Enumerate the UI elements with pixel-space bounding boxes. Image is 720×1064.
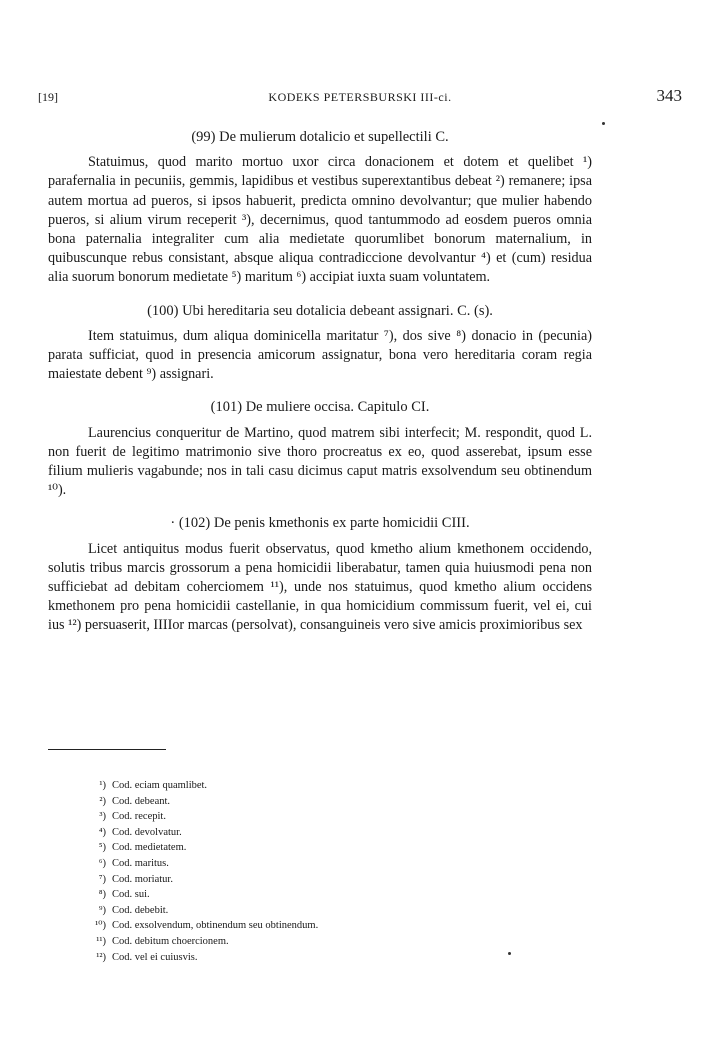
footnote-text: Cod. sui. <box>112 889 150 901</box>
footnote <box>86 856 586 872</box>
footnote-text: Cod. exsolvendum, obtinendum seu obtinendum. <box>112 920 319 932</box>
footnote-separator <box>48 749 166 750</box>
footnote-text: Cod. devolvatur. <box>112 826 182 838</box>
section-paragraph-100: Item statuimus, dum aliqua dominicella maritatur ⁷), dos sive ⁸) donacio in (pecunia) parata sufficiat, quod in presencia amicorum assignatur, bona vero hereditaria coram regia maiestate debent ⁹) assignari. <box>48 327 592 383</box>
section-heading-99: (99) De mulierum dotalicio et supellectili C. <box>191 129 449 145</box>
footnote-text: Cod. medietatem. <box>112 842 187 854</box>
footnote-text: Cod. vel ei cuiusvis. <box>112 951 198 963</box>
footnote-number: ²) <box>99 795 106 807</box>
section-paragraph-102: Licet antiquitus modus fuerit observatus, quod kmetho alium kmethonem occidendo, solutis tribus marcis grossorum a pena homicidii liberabatur, tamen quia huiusmodi pena non sufficiebat ad debitam coherciomem ¹¹), unde nos statuimus, quod kmetho alium occidens kmethonem pro pena homicidii castellanie, in qua homicidium commissum fuerit, vel ei, cui ius ¹²) persuaserit, IIIIor marcas (persolvat), consanguineis vero sive amicis proximioribus sex <box>48 540 592 634</box>
footnote-text: Cod. moriatur. <box>112 873 173 885</box>
running-header <box>38 86 682 110</box>
main-text <box>48 128 592 650</box>
footnote <box>86 918 586 934</box>
footnote <box>86 825 586 841</box>
page-number: 343 <box>656 86 682 105</box>
footnote <box>86 887 586 903</box>
section-heading-102: · (102) De penis kmethonis ex parte homicidii CIII. <box>170 515 470 532</box>
header-section-number: [19] <box>38 90 58 104</box>
footnote-number: ⁵) <box>98 842 106 854</box>
footnote-number: ¹⁰) <box>95 920 106 932</box>
footnote-number: ¹²) <box>96 951 106 963</box>
footnote <box>86 809 586 825</box>
section-paragraph-101: Laurencius conqueritur de Martino, quod matrem sibi interfecit; M. respondit, quod L. non fuerit de legitimo matrimonio sive thoro procreatus ex eo, quod asserebat, ipsum esse filium mulieris vagabunde; nos in tali casu dicimus caput matris exsolvendum seu obtinendum ¹⁰). <box>48 424 592 499</box>
footnote-number: ⁷) <box>98 873 106 885</box>
print-speck <box>602 122 605 125</box>
footnote-text: Cod. maritus. <box>112 857 169 869</box>
footnote-number: ⁸) <box>98 889 106 901</box>
section-heading-101: (101) De muliere occisa. Capitulo CI. <box>210 399 430 416</box>
print-speck <box>508 952 511 955</box>
footnote-number: ⁹) <box>98 904 106 916</box>
footnotes <box>86 778 586 965</box>
footnote-text: Cod. debitum choercionem. <box>112 935 229 947</box>
section-heading-100: (100) Ubi hereditaria seu dotalicia debeant assignari. C. (s). <box>147 302 493 319</box>
footnote <box>86 934 586 950</box>
footnote <box>86 794 586 810</box>
footnote <box>86 950 586 966</box>
footnote-number: ³) <box>99 811 106 823</box>
footnote-number: ¹) <box>99 780 106 791</box>
footnote-text: Cod. debebit. <box>112 904 169 916</box>
footnote-text: Cod. debeant. <box>112 795 171 807</box>
section-paragraph-99: Statuimus, quod marito mortuo uxor circa donacionem et dotem et quelibet ¹) parafernalia in pecuniis, gemmis, lapidibus et vestibus superextantibus debeat ²) remanere; ipsa autem mortua ad pueros, si ipsos habuerit, predicta omnino devolvantur; que mulier habendo pueros, si alium virum receperit ³), decernimus, quod tantummodo ad eosdem pueros omnia bona paternalia integraliter cum alia medietate quorumlibet bonorum maternalium, in quibuscunque rebus consistant, absque aliqua contradiccione devolvantur ⁴) et (cum) residua alia suorum bonorum medietate ⁵) maritum ⁶) accipiat iuxta suam voluntatem. <box>48 154 592 286</box>
footnote <box>86 872 586 888</box>
footnote-text: Cod. recepit. <box>112 811 166 823</box>
footnote-text: Cod. eciam quamlibet. <box>112 780 208 791</box>
footnote <box>86 903 586 919</box>
footnote-number: ⁴) <box>98 826 106 838</box>
footnote-number: ¹¹) <box>96 935 106 947</box>
footnote <box>86 840 586 856</box>
footnote <box>86 778 586 794</box>
header-title: KODEKS PETERSBURSKI III-ci. <box>268 90 452 104</box>
footnote-number: ⁶) <box>98 857 106 869</box>
